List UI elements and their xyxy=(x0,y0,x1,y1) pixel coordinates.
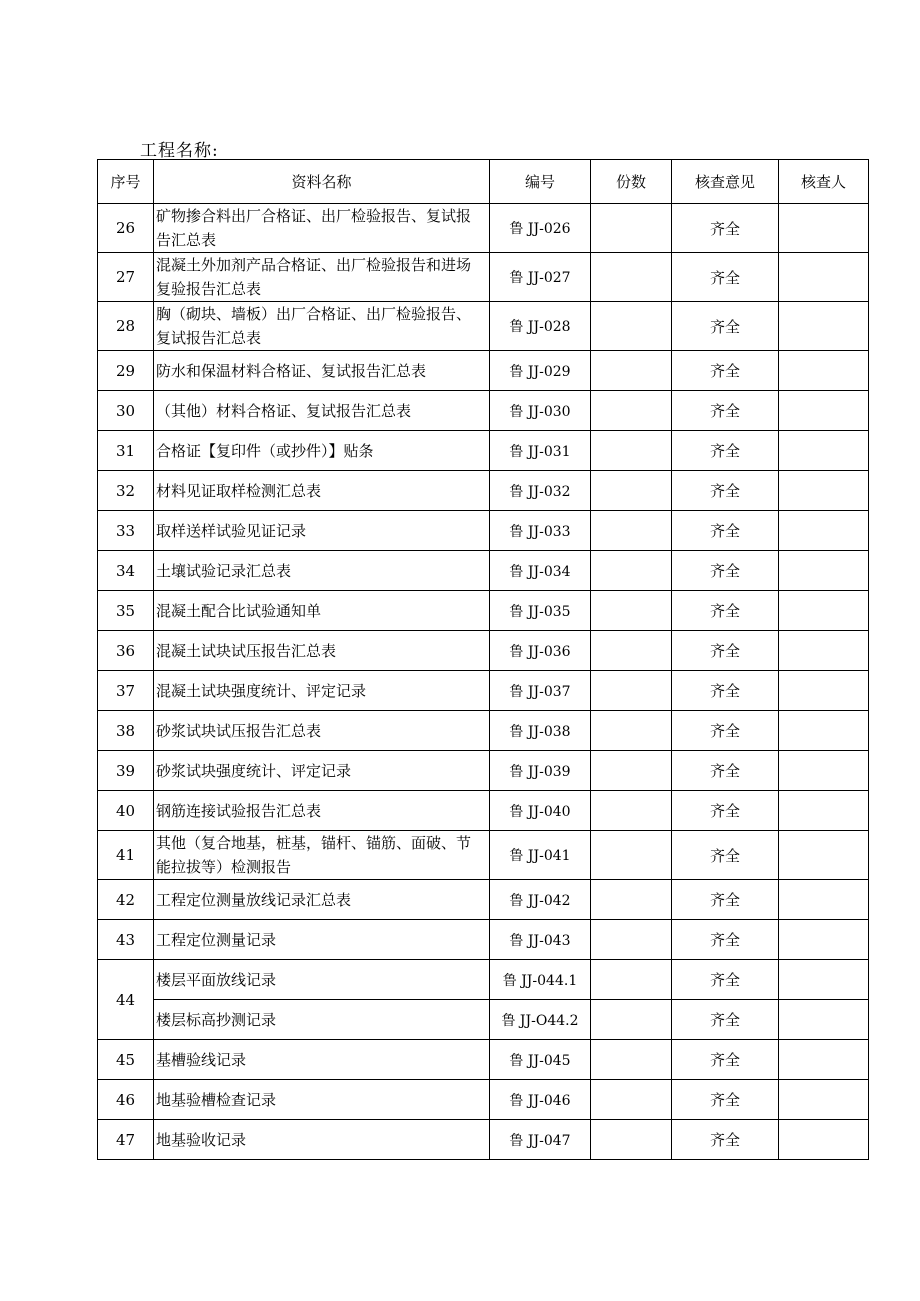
table-row xyxy=(98,631,869,671)
row-opinion: 齐全 xyxy=(672,1000,779,1040)
row-no: 38 xyxy=(98,711,154,751)
row-copies[interactable] xyxy=(591,671,672,711)
table-row xyxy=(98,1120,869,1160)
table-row xyxy=(98,831,869,880)
row-copies[interactable] xyxy=(591,351,672,391)
row-checker[interactable] xyxy=(779,631,869,671)
row-opinion: 齐全 xyxy=(672,431,779,471)
table-header-row xyxy=(98,160,869,204)
row-name: 防水和保温材料合格证、复试报告汇总表 xyxy=(154,351,490,391)
row-copies[interactable] xyxy=(591,1000,672,1040)
row-no: 43 xyxy=(98,920,154,960)
row-opinion: 齐全 xyxy=(672,671,779,711)
row-name: 工程定位测量记录 xyxy=(154,920,490,960)
row-opinion: 齐全 xyxy=(672,591,779,631)
row-no: 40 xyxy=(98,791,154,831)
row-name: 取样送样试验见证记录 xyxy=(154,511,490,551)
table-row xyxy=(98,671,869,711)
row-copies[interactable] xyxy=(591,791,672,831)
row-opinion: 齐全 xyxy=(672,391,779,431)
row-opinion: 齐全 xyxy=(672,880,779,920)
row-checker[interactable] xyxy=(779,391,869,431)
row-no: 32 xyxy=(98,471,154,511)
row-copies[interactable] xyxy=(591,880,672,920)
row-name: （其他）材料合格证、复试报告汇总表 xyxy=(154,391,490,431)
row-checker[interactable] xyxy=(779,591,869,631)
row-opinion: 齐全 xyxy=(672,204,779,253)
table-row xyxy=(98,253,869,302)
row-checker[interactable] xyxy=(779,471,869,511)
row-code: 鲁 JJ-046 xyxy=(490,1080,591,1120)
row-checker[interactable] xyxy=(779,351,869,391)
row-opinion: 齐全 xyxy=(672,711,779,751)
row-copies[interactable] xyxy=(591,1120,672,1160)
row-copies[interactable] xyxy=(591,831,672,880)
row-code: 鲁 JJ-038 xyxy=(490,711,591,751)
row-opinion: 齐全 xyxy=(672,751,779,791)
row-opinion: 齐全 xyxy=(672,253,779,302)
row-name: 混凝土试块强度统计、评定记录 xyxy=(154,671,490,711)
row-no: 31 xyxy=(98,431,154,471)
row-checker[interactable] xyxy=(779,253,869,302)
row-code: 鲁 JJ-037 xyxy=(490,671,591,711)
table-row xyxy=(98,1000,869,1040)
row-name: 地基验收记录 xyxy=(154,1120,490,1160)
row-opinion: 齐全 xyxy=(672,831,779,880)
row-no: 27 xyxy=(98,253,154,302)
row-code: 鲁 JJ-033 xyxy=(490,511,591,551)
row-copies[interactable] xyxy=(591,960,672,1000)
table-row xyxy=(98,960,869,1000)
row-checker[interactable] xyxy=(779,204,869,253)
row-no: 45 xyxy=(98,1040,154,1080)
row-no: 41 xyxy=(98,831,154,880)
row-code: 鲁 JJ-034 xyxy=(490,551,591,591)
row-code: 鲁 JJ-041 xyxy=(490,831,591,880)
row-checker[interactable] xyxy=(779,960,869,1000)
table-row xyxy=(98,431,869,471)
row-copies[interactable] xyxy=(591,711,672,751)
row-name: 砂浆试块强度统计、评定记录 xyxy=(154,751,490,791)
row-copies[interactable] xyxy=(591,551,672,591)
row-name: 混凝土试块试压报告汇总表 xyxy=(154,631,490,671)
row-opinion: 齐全 xyxy=(672,551,779,591)
row-opinion: 齐全 xyxy=(672,920,779,960)
header-copies: 份数 xyxy=(591,160,672,204)
row-checker[interactable] xyxy=(779,671,869,711)
row-checker[interactable] xyxy=(779,1120,869,1160)
table-row xyxy=(98,880,869,920)
row-checker[interactable] xyxy=(779,920,869,960)
row-name: 矿物掺合料出厂合格证、出厂检验报告、复试报告汇总表 xyxy=(154,204,490,253)
header-no: 序号 xyxy=(98,160,154,204)
row-opinion: 齐全 xyxy=(672,1040,779,1080)
table-row xyxy=(98,1040,869,1080)
row-no: 29 xyxy=(98,351,154,391)
row-code: 鲁 JJ-026 xyxy=(490,204,591,253)
row-no: 42 xyxy=(98,880,154,920)
row-opinion: 齐全 xyxy=(672,302,779,351)
row-copies[interactable] xyxy=(591,302,672,351)
header-opinion: 核查意见 xyxy=(672,160,779,204)
row-code: 鲁 JJ-039 xyxy=(490,751,591,791)
row-code: 鲁 JJ-047 xyxy=(490,1120,591,1160)
row-code: 鲁 JJ-035 xyxy=(490,591,591,631)
row-code: 鲁 JJ-045 xyxy=(490,1040,591,1080)
row-no: 34 xyxy=(98,551,154,591)
row-no: 26 xyxy=(98,204,154,253)
table-row xyxy=(98,511,869,551)
table-row xyxy=(98,302,869,351)
row-name: 基槽验线记录 xyxy=(154,1040,490,1080)
row-copies[interactable] xyxy=(591,751,672,791)
records-table xyxy=(97,159,869,1160)
row-name: 其他（复合地基，桩基，锚杆、锚筋、面破、节能拉拔等）检测报告 xyxy=(154,831,490,880)
row-checker[interactable] xyxy=(779,1040,869,1080)
row-copies[interactable] xyxy=(591,253,672,302)
row-no: 46 xyxy=(98,1080,154,1120)
row-name: 材料见证取样检测汇总表 xyxy=(154,471,490,511)
row-checker[interactable] xyxy=(779,511,869,551)
row-copies[interactable] xyxy=(591,920,672,960)
row-opinion: 齐全 xyxy=(672,1120,779,1160)
row-code: 鲁 JJ-032 xyxy=(490,471,591,511)
row-code: 鲁 JJ-027 xyxy=(490,253,591,302)
row-copies[interactable] xyxy=(591,391,672,431)
row-no: 30 xyxy=(98,391,154,431)
row-code: 鲁 JJ-043 xyxy=(490,920,591,960)
row-copies[interactable] xyxy=(591,471,672,511)
row-copies[interactable] xyxy=(591,631,672,671)
row-name: 楼层平面放线记录 xyxy=(154,960,490,1000)
row-name: 工程定位测量放线记录汇总表 xyxy=(154,880,490,920)
row-copies[interactable] xyxy=(591,591,672,631)
row-no: 36 xyxy=(98,631,154,671)
table-row xyxy=(98,1080,869,1120)
row-opinion: 齐全 xyxy=(672,791,779,831)
row-checker[interactable] xyxy=(779,1080,869,1120)
row-code: 鲁 JJ-042 xyxy=(490,880,591,920)
header-code: 编号 xyxy=(490,160,591,204)
row-checker[interactable] xyxy=(779,880,869,920)
table-row xyxy=(98,920,869,960)
row-name: 合格证【复印件（或抄件）】贴条 xyxy=(154,431,490,471)
row-checker[interactable] xyxy=(779,751,869,791)
table-row xyxy=(98,551,869,591)
row-opinion: 齐全 xyxy=(672,471,779,511)
row-code: 鲁 JJ-036 xyxy=(490,631,591,671)
project-name-label: 工程名称: xyxy=(140,141,219,161)
row-copies[interactable] xyxy=(591,511,672,551)
table-row xyxy=(98,391,869,431)
table-row xyxy=(98,591,869,631)
header-name: 资料名称 xyxy=(154,160,490,204)
row-name: 混凝土外加剂产品合格证、出厂检验报告和进场复验报告汇总表 xyxy=(154,253,490,302)
row-code: 鲁 JJ-044.1 xyxy=(490,960,591,1000)
row-code: 鲁 JJ-O44.2 xyxy=(490,1000,591,1040)
row-copies[interactable] xyxy=(591,1080,672,1120)
table-row xyxy=(98,471,869,511)
row-no: 33 xyxy=(98,511,154,551)
row-no: 35 xyxy=(98,591,154,631)
row-opinion: 齐全 xyxy=(672,351,779,391)
row-name: 钢筋连接试验报告汇总表 xyxy=(154,791,490,831)
table-row xyxy=(98,351,869,391)
row-checker[interactable] xyxy=(779,551,869,591)
row-code: 鲁 JJ-030 xyxy=(490,391,591,431)
table-row xyxy=(98,791,869,831)
row-opinion: 齐全 xyxy=(672,511,779,551)
row-no: 44 xyxy=(98,960,154,1040)
row-name: 地基验槽检查记录 xyxy=(154,1080,490,1120)
row-name: 胸（砌块、墙板）出厂合格证、出厂检验报告、复试报告汇总表 xyxy=(154,302,490,351)
row-name: 楼层标高抄测记录 xyxy=(154,1000,490,1040)
row-no: 47 xyxy=(98,1120,154,1160)
row-copies[interactable] xyxy=(591,204,672,253)
row-no: 28 xyxy=(98,302,154,351)
row-opinion: 齐全 xyxy=(672,960,779,1000)
row-no: 39 xyxy=(98,751,154,791)
table-row xyxy=(98,711,869,751)
row-name: 砂浆试块试压报告汇总表 xyxy=(154,711,490,751)
table-row xyxy=(98,751,869,791)
row-checker[interactable] xyxy=(779,831,869,880)
row-checker[interactable] xyxy=(779,302,869,351)
row-checker[interactable] xyxy=(779,431,869,471)
row-code: 鲁 JJ-029 xyxy=(490,351,591,391)
row-code: 鲁 JJ-028 xyxy=(490,302,591,351)
row-name: 混凝土配合比试验通知单 xyxy=(154,591,490,631)
row-no: 37 xyxy=(98,671,154,711)
row-code: 鲁 JJ-031 xyxy=(490,431,591,471)
row-checker[interactable] xyxy=(779,791,869,831)
row-name: 土壤试验记录汇总表 xyxy=(154,551,490,591)
header-checker: 核查人 xyxy=(779,160,869,204)
table-row xyxy=(98,204,869,253)
row-checker[interactable] xyxy=(779,711,869,751)
row-opinion: 齐全 xyxy=(672,631,779,671)
row-copies[interactable] xyxy=(591,431,672,471)
row-checker[interactable] xyxy=(779,1000,869,1040)
row-code: 鲁 JJ-040 xyxy=(490,791,591,831)
row-copies[interactable] xyxy=(591,1040,672,1080)
row-opinion: 齐全 xyxy=(672,1080,779,1120)
